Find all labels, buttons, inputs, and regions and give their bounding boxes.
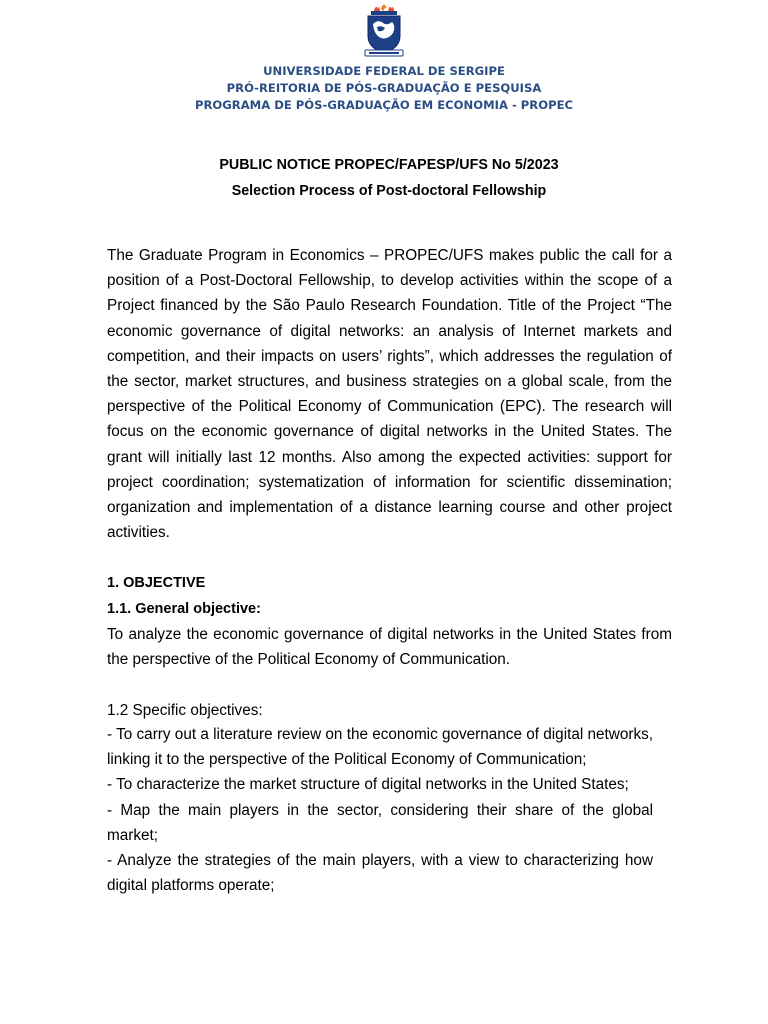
university-name: UNIVERSIDADE FEDERAL DE SERGIPE — [263, 64, 505, 78]
general-objective-heading: 1.1. General objective: — [107, 601, 261, 617]
university-crest-icon — [359, 0, 409, 58]
general-objective-text: To analyze the economic governance of digital networks in the United States from the perspective of the Political Economy of Communication. — [107, 626, 672, 669]
notice-title: PUBLIC NOTICE PROPEC/FAPESP/UFS No 5/2023 — [219, 157, 559, 173]
list-item: - Map the main players in the sector, considering their share of the global market; — [107, 801, 653, 844]
list-item: - To carry out a literature review on the economic governance of digital networks, linking it to the perspective of the Political Economy of Communication; — [107, 726, 653, 769]
notice-title-block — [0, 152, 768, 204]
program-name: PROGRAMA DE PÓS-GRADUAÇÃO EM ECONOMIA - PROPEC — [194, 98, 574, 112]
specific-objectives-list — [107, 722, 653, 898]
list-item: - To characterize the market structure of digital networks in the United States; — [107, 776, 629, 794]
notice-subtitle: Selection Process of Post-doctoral Fellowship — [231, 183, 547, 199]
institution-header — [0, 63, 768, 114]
specific-objectives-heading: 1.2 Specific objectives: — [107, 702, 263, 719]
list-item: - Analyze the strategies of the main players, with a view to characterizing how digital platforms operate; — [107, 852, 653, 895]
intro-paragraph: The Graduate Program in Economics – PROPEC/UFS makes public the call for a position of a Post-Doctoral Fellowship, to develop activities within the scope of a Project financed by the São Paulo Research Foundation. Title of the Project “The economic governance of digital networks: an analysis of Internet markets and competition, and their impacts on users’ rights”, which addresses the regulation of the sector, market structures, and business strategies on a global scale, from the perspective of the Political Economy of Communication (EPC). The research will focus on the economic governance of digital networks in the United States. The grant will initially last 12 months. Also among the expected activities: support for project coordination; systematization of information for scientific dissemination; organization and implementation of a distance learning course and other project activities. — [107, 247, 672, 542]
section-heading-objective: 1. OBJECTIVE — [107, 575, 206, 591]
dean-office-name: PRÓ-REITORIA DE PÓS-GRADUAÇÃO E PESQUISA — [226, 81, 542, 95]
